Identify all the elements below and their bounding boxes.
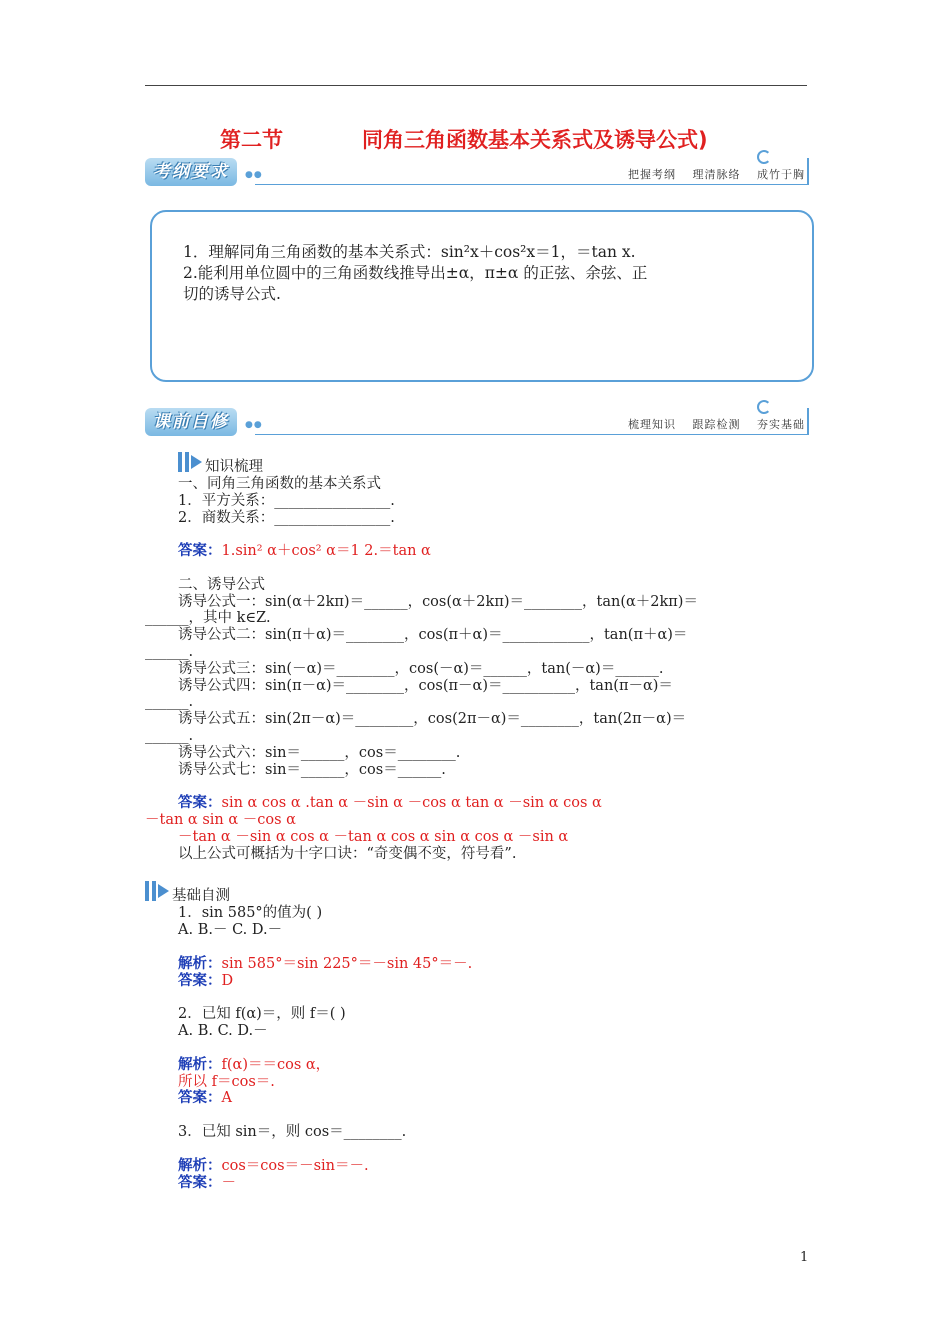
- answer-text: D: [221, 973, 234, 989]
- options-line: A. B. C. D.－: [178, 1023, 268, 1039]
- dots-decoration: ●●: [245, 420, 263, 430]
- banner-tag: 理清脉络: [692, 168, 741, 181]
- syllabus-banner: [145, 158, 809, 188]
- knowledge-heading: 知识梳理: [205, 459, 263, 475]
- banner-label: 课前自修: [145, 408, 237, 436]
- banner-tag: 把握考纲: [628, 168, 676, 181]
- banner-tag: 跟踪检测: [692, 418, 741, 431]
- banner-tag: 梳理知识: [628, 418, 676, 431]
- mnemonic: 以上公式可概括为十字口诀：“奇变偶不变，符号看”.: [178, 846, 517, 862]
- answer-label: 答案：: [178, 543, 222, 559]
- banner-tags: [616, 166, 805, 182]
- section-number: 第二节: [220, 128, 283, 152]
- solution-text: sin 585°＝sin 225°＝－sin 45°＝－.: [221, 956, 473, 972]
- banner-line: [255, 434, 809, 435]
- syllabus-line: 2.能利用单位圆中的三角函数线推导出±α，π±α 的正弦、余弦、正: [183, 264, 648, 282]
- formula-line: 诱导公式三：sin(－α)＝________，cos(－α)＝______，tan(－α)＝______.: [178, 661, 664, 677]
- answer-line: [178, 795, 602, 812]
- answer-label: 答案：: [178, 1090, 222, 1106]
- solution-text: cos＝cos＝－sin＝－.: [221, 1158, 369, 1174]
- banner-end-bar: [807, 408, 809, 434]
- solution-line: [178, 1158, 369, 1175]
- formula-line: 诱导公式七：sin＝______，cos＝______.: [178, 762, 446, 778]
- question-line: 2．已知 f(α)＝，则 f＝( ): [178, 1006, 346, 1022]
- banner-tags: [616, 416, 805, 432]
- answer-text: －tan α sin α －cos α: [145, 812, 296, 828]
- section-marker-icon: [178, 452, 206, 472]
- answer-line: [178, 543, 431, 560]
- solution-line: [178, 956, 472, 973]
- answer-text: sin α cos α .tan α －sin α －cos α tan α －sin α cos α: [221, 795, 602, 811]
- solution-label: 解析：: [178, 956, 222, 972]
- banner-label: 考纲要求: [145, 158, 237, 186]
- page-title: 同角三角函数基本关系式及诱导公式): [362, 128, 708, 152]
- part2-title: 二、诱导公式: [178, 577, 265, 593]
- formula-line: 诱导公式五：sin(2π－α)＝________，cos(2π－α)＝________，tan(2π－α)＝: [178, 711, 687, 727]
- page-number: 1: [800, 1250, 809, 1265]
- formula-line: 诱导公式四：sin(π－α)＝________，cos(π－α)＝__________，tan(π－α)＝: [178, 678, 673, 694]
- answer-line: [178, 1090, 232, 1107]
- answer-text: A: [221, 1090, 232, 1106]
- dots-decoration: ●●: [245, 170, 263, 180]
- answer-text: 1.sin² α＋cos² α＝1 2.＝tan α: [221, 543, 431, 559]
- banner-line: [255, 184, 809, 185]
- answer-text: －tan α －sin α cos α －tan α cos α sin α cos α －sin α: [178, 829, 569, 845]
- answer-text: －: [221, 1175, 236, 1191]
- swirl-icon: [757, 400, 771, 414]
- question-line: 2．商数关系：________________.: [178, 510, 395, 526]
- formula-line: 诱导公式二：sin(π＋α)＝________，cos(π＋α)＝____________，tan(π＋α)＝: [178, 627, 688, 643]
- question-line: 1．sin 585°的值为( ): [178, 905, 323, 921]
- question-line: 1．平方关系：________________.: [178, 493, 395, 509]
- solution-line: [178, 1057, 330, 1074]
- answer-line: [178, 973, 233, 990]
- question-line: 3．已知 sin＝，则 cos＝________.: [178, 1124, 407, 1140]
- preview-banner: [145, 408, 809, 438]
- answer-label: 答案：: [178, 973, 222, 989]
- answer-label: 答案：: [178, 795, 222, 811]
- banner-end-bar: [807, 158, 809, 184]
- formula-line: ______.: [145, 644, 194, 660]
- answer-line: [178, 1175, 236, 1192]
- answer-label: 答案：: [178, 1175, 222, 1191]
- banner-tag: 夯实基础: [757, 418, 805, 431]
- formula-line: ______.: [145, 694, 194, 710]
- header-rule: [145, 85, 807, 86]
- solution-label: 解析：: [178, 1057, 222, 1073]
- formula-line: ______.: [145, 728, 194, 744]
- solution-label: 解析：: [178, 1158, 222, 1174]
- section-marker-icon: [145, 881, 173, 901]
- solution-text: f(α)＝＝cos α，: [221, 1057, 331, 1073]
- part1-title: 一、同角三角函数的基本关系式: [178, 476, 381, 492]
- formula-line: ______，其中 k∈Z.: [145, 610, 271, 626]
- solution-text: 所以 f＝cos＝.: [178, 1074, 275, 1090]
- swirl-icon: [757, 150, 771, 164]
- selftest-heading: 基础自测: [172, 888, 230, 904]
- syllabus-content: [183, 242, 773, 305]
- syllabus-line: 1．理解同角三角函数的基本关系式：sin²x＋cos²x＝1，＝tan x.: [183, 243, 636, 261]
- formula-line: 诱导公式六：sin＝______，cos＝________.: [178, 745, 461, 761]
- formula-line: 诱导公式一：sin(α＋2kπ)＝______，cos(α＋2kπ)＝________，tan(α＋2kπ)＝: [178, 594, 698, 610]
- options-line: A. B.－ C. D.－: [178, 922, 283, 938]
- banner-tag: 成竹于胸: [757, 168, 805, 181]
- syllabus-line: 切的诱导公式.: [183, 285, 281, 303]
